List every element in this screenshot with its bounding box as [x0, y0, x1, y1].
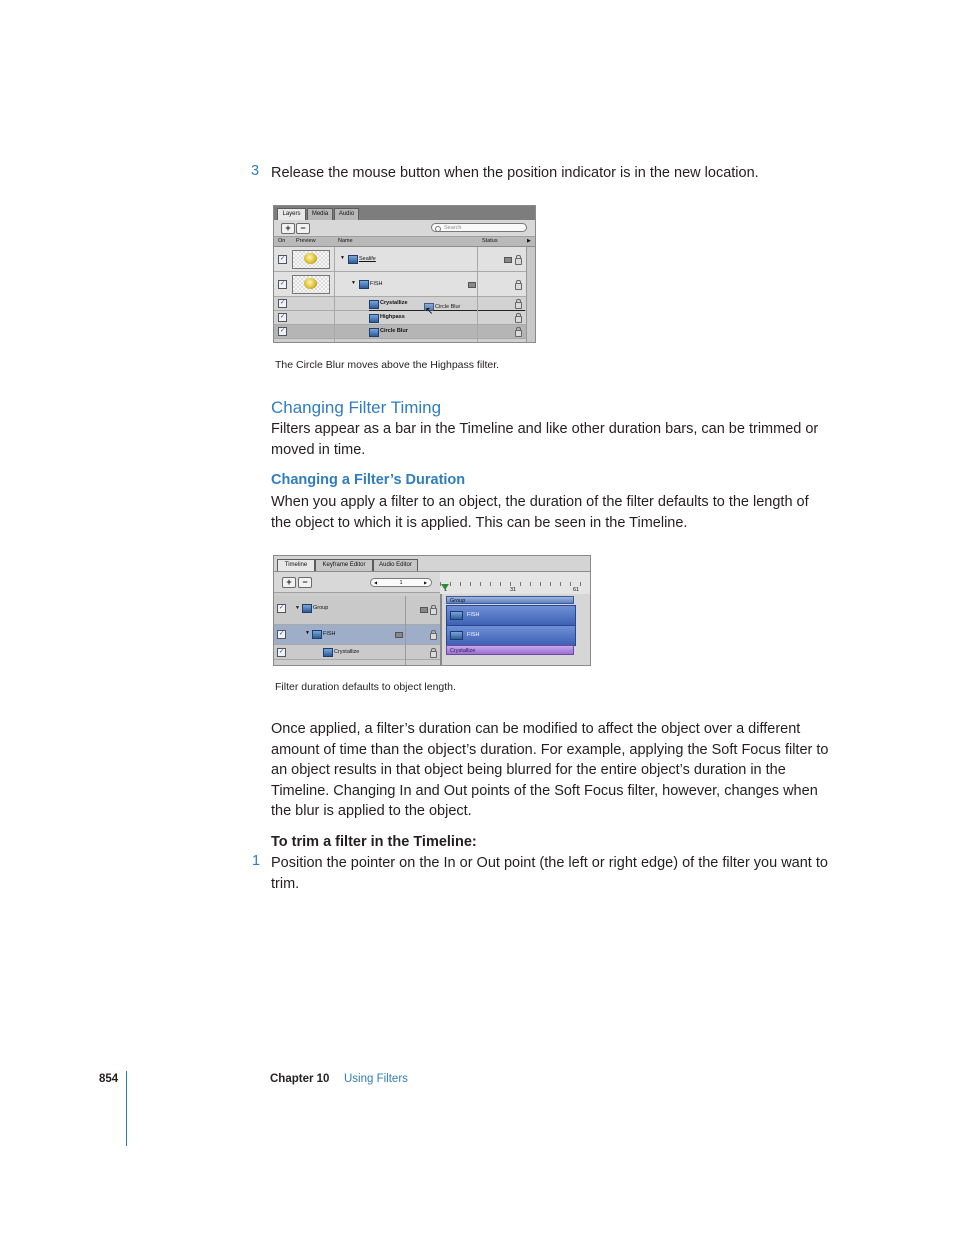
add-layer-button[interactable]: + [281, 223, 295, 234]
layer-name: Circle Blur [380, 328, 408, 334]
disclosure-triangle-icon[interactable]: ▼ [295, 605, 300, 611]
scroll-right-icon[interactable]: ▶ [527, 238, 531, 244]
crystallize-filter-bar[interactable]: Crystallize [446, 645, 574, 655]
lock-icon[interactable] [515, 302, 522, 309]
layer-icon [312, 630, 322, 639]
step-text: Position the pointer on the In or Out point (the left or right edge) of the filter you want to trim. [271, 855, 828, 892]
remove-layer-button[interactable]: − [296, 223, 310, 234]
group-bar[interactable]: Group [446, 596, 574, 604]
filter-icon [369, 300, 379, 309]
tab-audio[interactable]: Audio [334, 208, 359, 220]
chapter-title[interactable]: Using Filters [344, 1073, 408, 1085]
fish-bar[interactable] [446, 625, 576, 646]
paragraph: Once applied, a filter’s duration can be modified to affect the object over a different amount of time than the object’s duration. For example, applying the Soft Focus filter to an object results in that object being blurred for the entire object’s duration in the Timeline. Changing In and Out points of the Soft Focus filter, however, changes when the blur is applied to the object. [271, 721, 829, 819]
filter-icon [369, 314, 379, 323]
fish-bar[interactable] [446, 605, 576, 626]
layer-name: FISH [370, 281, 383, 287]
disclosure-triangle-icon[interactable]: ▼ [305, 630, 310, 636]
figure-caption: The Circle Blur moves above the Highpass filter. [275, 359, 500, 371]
tab-audio-editor[interactable]: Audio Editor [373, 559, 418, 571]
layer-checkbox[interactable]: ✓ [279, 281, 286, 287]
layer-name: Crystallize [334, 649, 360, 655]
col-status: Status [482, 238, 498, 244]
subsection-title: Changing a Filter’s Duration [271, 472, 466, 488]
stack-icon [420, 607, 428, 613]
playhead-icon[interactable] [441, 584, 449, 590]
column-divider [405, 596, 406, 665]
ruler-label: 61 [573, 587, 580, 593]
step-number: 3 [251, 163, 260, 179]
stack-icon [468, 282, 476, 288]
layer-checkbox[interactable]: ✓ [278, 649, 285, 655]
remove-button[interactable]: − [298, 577, 312, 588]
timeline-row-crystallize[interactable] [274, 645, 440, 660]
layers-panel-screenshot [273, 205, 536, 343]
lock-icon[interactable] [515, 283, 522, 290]
section-title: Changing Filter Timing [271, 398, 442, 417]
search-icon [435, 226, 441, 232]
layer-row-highpass[interactable] [274, 311, 526, 325]
step-text: Release the mouse button when the position indicator is in the new location. [271, 165, 759, 181]
tab-media[interactable]: Media [307, 208, 333, 220]
timeline-toolbar [274, 572, 440, 593]
layer-row-fish[interactable] [274, 272, 526, 297]
tab-keyframe-editor[interactable]: Keyframe Editor [315, 559, 373, 571]
ruler-label: 1 [444, 587, 448, 593]
bar-label: FISH [467, 632, 480, 638]
lock-icon[interactable] [515, 316, 522, 323]
layer-name: FISH [323, 631, 336, 637]
layer-row-circle-blur[interactable] [274, 325, 526, 339]
lock-icon[interactable] [430, 608, 437, 615]
col-on: On [278, 238, 286, 244]
timeline-row-fish[interactable] [274, 625, 440, 645]
layer-row-sealife[interactable] [274, 247, 526, 272]
frame-field[interactable]: 1 [370, 578, 432, 587]
column-divider [334, 247, 335, 342]
layer-checkbox[interactable]: ✓ [278, 631, 285, 637]
column-header [274, 237, 535, 247]
layer-name: Crystallize [380, 300, 408, 306]
group-icon [302, 604, 312, 613]
figure-caption: Filter duration defaults to object length. [275, 681, 456, 693]
scrollbar[interactable] [526, 247, 535, 342]
stack-icon [504, 257, 512, 263]
layers-toolbar [274, 220, 535, 237]
preview-thumbnail [292, 275, 330, 294]
tab-layers[interactable]: Layers [277, 208, 306, 220]
layer-checkbox[interactable]: ✓ [278, 605, 285, 611]
disclosure-triangle-icon[interactable]: ▼ [340, 255, 345, 261]
page-number: 854 [99, 1073, 119, 1085]
timeline-row-group[interactable] [274, 596, 440, 625]
pointer-icon: ↖ [425, 306, 434, 317]
lock-icon[interactable] [515, 330, 522, 337]
field-left-arrow-icon[interactable]: ◀ [374, 580, 378, 585]
chapter-label: Chapter 10 [270, 1073, 330, 1085]
search-placeholder: Search [444, 225, 462, 231]
layer-checkbox[interactable]: ✓ [279, 328, 286, 334]
layer-name: Sealife [359, 256, 376, 262]
drag-label: Circle Blur [435, 304, 461, 310]
filter-icon [369, 328, 379, 337]
preview-thumbnail [292, 250, 330, 269]
layer-name: Group [313, 605, 329, 611]
timeline-screenshot [273, 555, 591, 666]
lock-icon[interactable] [430, 651, 437, 658]
tab-bar [274, 556, 590, 572]
col-preview: Preview [296, 238, 316, 244]
layer-icon [450, 631, 463, 640]
bar-label: FISH [467, 612, 480, 618]
layer-icon [450, 611, 463, 620]
layer-name: Highpass [380, 314, 405, 320]
stack-icon [395, 632, 403, 638]
ruler-label: 31 [510, 587, 517, 593]
layer-icon [359, 280, 369, 289]
group-icon [348, 255, 358, 264]
filter-icon [323, 648, 333, 657]
paragraph: When you apply a filter to an object, the duration of the filter defaults to the length of the object to which it is applied. This can be seen in the Timeline. [271, 494, 809, 531]
col-name: Name [338, 238, 353, 244]
layer-checkbox[interactable]: ✓ [279, 300, 286, 306]
column-divider [477, 247, 478, 342]
footer-rule [126, 1071, 127, 1146]
timeline-track-area[interactable] [442, 594, 590, 665]
lock-icon[interactable] [430, 633, 437, 640]
lock-icon[interactable] [515, 258, 522, 265]
layer-row-crystallize[interactable] [274, 297, 526, 311]
step-number: 1 [252, 853, 261, 869]
procedure-title: To trim a filter in the Timeline: [271, 834, 477, 850]
layer-checkbox[interactable]: ✓ [279, 256, 286, 262]
add-button[interactable]: + [282, 577, 296, 588]
layer-checkbox[interactable]: ✓ [279, 314, 286, 320]
tab-timeline[interactable]: Timeline [277, 559, 315, 571]
field-right-arrow-icon[interactable]: ▶ [424, 580, 428, 585]
section-intro: Filters appear as a bar in the Timeline and like other duration bars, can be trimmed or moved in time. [271, 421, 819, 458]
disclosure-triangle-icon[interactable]: ▼ [351, 280, 356, 286]
search-input[interactable] [431, 223, 527, 232]
tab-bar [274, 206, 535, 220]
timeline-ruler[interactable] [440, 572, 590, 595]
